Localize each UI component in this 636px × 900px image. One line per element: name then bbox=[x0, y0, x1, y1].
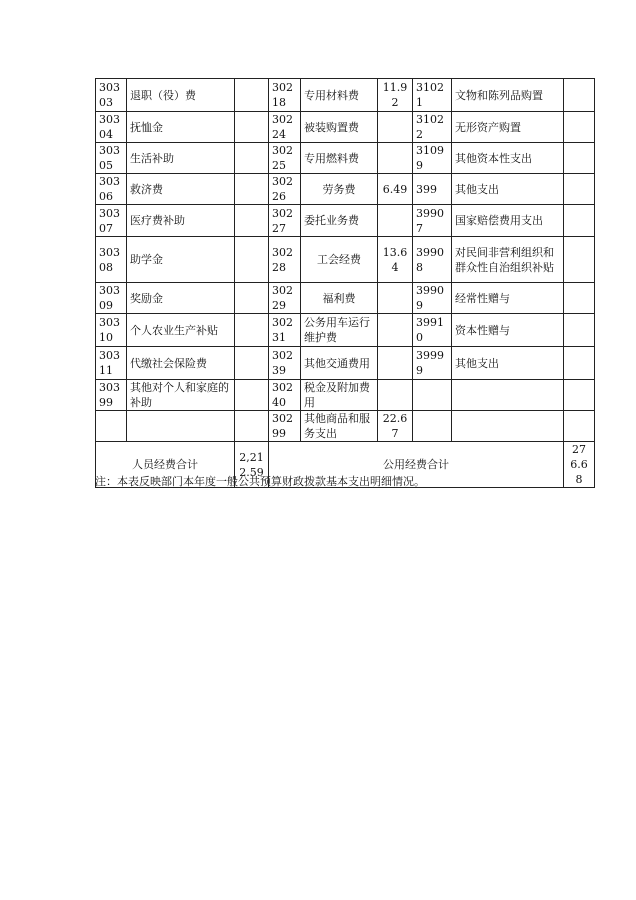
third-code-cell: 39909 bbox=[413, 283, 452, 314]
table-row bbox=[96, 347, 595, 380]
public-total-label: 公用经费合计 bbox=[269, 442, 564, 488]
second-code-cell: 30218 bbox=[269, 79, 301, 112]
third-amount-cell bbox=[564, 205, 595, 237]
third-amount-cell bbox=[564, 411, 595, 442]
first-code-cell bbox=[96, 411, 127, 442]
second-code-cell: 30240 bbox=[269, 380, 301, 411]
second-code-cell: 30239 bbox=[269, 347, 301, 380]
first-name-cell: 助学金 bbox=[127, 237, 235, 283]
second-code-cell: 30227 bbox=[269, 205, 301, 237]
first-amount-cell bbox=[235, 347, 269, 380]
third-amount-cell bbox=[564, 314, 595, 347]
second-code-cell: 30229 bbox=[269, 283, 301, 314]
first-name-cell: 其他对个人和家庭的补助 bbox=[127, 380, 235, 411]
second-amount-cell bbox=[378, 347, 413, 380]
second-amount-cell: 22.67 bbox=[378, 411, 413, 442]
first-name-cell bbox=[127, 411, 235, 442]
third-name-cell: 无形资产购置 bbox=[452, 112, 564, 143]
third-code-cell: 39910 bbox=[413, 314, 452, 347]
second-name-cell: 工会经费 bbox=[301, 237, 378, 283]
second-name-cell: 专用材料费 bbox=[301, 79, 378, 112]
third-amount-cell bbox=[564, 143, 595, 174]
second-amount-cell: 11.92 bbox=[378, 79, 413, 112]
first-name-cell: 医疗费补助 bbox=[127, 205, 235, 237]
table-row bbox=[96, 205, 595, 237]
second-amount-cell bbox=[378, 143, 413, 174]
first-amount-cell bbox=[235, 283, 269, 314]
first-name-cell: 救济费 bbox=[127, 174, 235, 205]
third-name-cell: 资本性赠与 bbox=[452, 314, 564, 347]
first-amount-cell bbox=[235, 143, 269, 174]
table-row bbox=[96, 174, 595, 205]
first-code-cell: 30308 bbox=[96, 237, 127, 283]
personnel-total-value: 2,212.59 bbox=[235, 442, 269, 488]
third-code-cell: 39999 bbox=[413, 347, 452, 380]
first-code-cell: 30306 bbox=[96, 174, 127, 205]
second-amount-cell bbox=[378, 205, 413, 237]
third-name-cell: 对民间非营利组织和群众性自治组织补贴 bbox=[452, 237, 564, 283]
table-row bbox=[96, 411, 595, 442]
first-code-cell: 30305 bbox=[96, 143, 127, 174]
third-code-cell bbox=[413, 411, 452, 442]
second-code-cell: 30228 bbox=[269, 237, 301, 283]
first-amount-cell bbox=[235, 314, 269, 347]
third-name-cell: 其他支出 bbox=[452, 347, 564, 380]
second-name-cell: 委托业务费 bbox=[301, 205, 378, 237]
third-code-cell: 31099 bbox=[413, 143, 452, 174]
first-name-cell: 代缴社会保险费 bbox=[127, 347, 235, 380]
second-code-cell: 30231 bbox=[269, 314, 301, 347]
expenditure-detail-table bbox=[95, 78, 595, 488]
second-name-cell: 税金及附加费用 bbox=[301, 380, 378, 411]
second-amount-cell bbox=[378, 314, 413, 347]
second-amount-cell: 13.64 bbox=[378, 237, 413, 283]
first-amount-cell bbox=[235, 380, 269, 411]
table-footnote: 注：本表反映部门本年度一般公共预算财政拨款基本支出明细情况。 bbox=[95, 475, 425, 488]
third-amount-cell bbox=[564, 380, 595, 411]
third-amount-cell bbox=[564, 174, 595, 205]
third-name-cell: 其他支出 bbox=[452, 174, 564, 205]
third-amount-cell bbox=[564, 237, 595, 283]
first-code-cell: 30307 bbox=[96, 205, 127, 237]
first-name-cell: 奖励金 bbox=[127, 283, 235, 314]
table-row bbox=[96, 79, 595, 112]
third-code-cell: 39908 bbox=[413, 237, 452, 283]
second-amount-cell bbox=[378, 112, 413, 143]
first-code-cell: 30399 bbox=[96, 380, 127, 411]
first-code-cell: 30303 bbox=[96, 79, 127, 112]
third-name-cell: 经常性赠与 bbox=[452, 283, 564, 314]
third-code-cell: 31022 bbox=[413, 112, 452, 143]
first-amount-cell bbox=[235, 411, 269, 442]
first-amount-cell bbox=[235, 79, 269, 112]
second-name-cell: 福利费 bbox=[301, 283, 378, 314]
third-amount-cell bbox=[564, 79, 595, 112]
third-name-cell: 文物和陈列品购置 bbox=[452, 79, 564, 112]
third-amount-cell bbox=[564, 347, 595, 380]
table-row bbox=[96, 314, 595, 347]
third-name-cell: 其他资本性支出 bbox=[452, 143, 564, 174]
third-code-cell: 31021 bbox=[413, 79, 452, 112]
table-body bbox=[96, 79, 595, 442]
third-code-cell: 399 bbox=[413, 174, 452, 205]
second-code-cell: 30226 bbox=[269, 174, 301, 205]
second-code-cell: 30224 bbox=[269, 112, 301, 143]
third-code-cell: 39907 bbox=[413, 205, 452, 237]
first-amount-cell bbox=[235, 237, 269, 283]
first-name-cell: 个人农业生产补贴 bbox=[127, 314, 235, 347]
third-code-cell bbox=[413, 380, 452, 411]
third-name-cell bbox=[452, 411, 564, 442]
table-row bbox=[96, 237, 595, 283]
third-name-cell bbox=[452, 380, 564, 411]
table-row bbox=[96, 283, 595, 314]
table-row bbox=[96, 112, 595, 143]
second-name-cell: 其他商品和服务支出 bbox=[301, 411, 378, 442]
second-code-cell: 30225 bbox=[269, 143, 301, 174]
first-code-cell: 30310 bbox=[96, 314, 127, 347]
second-amount-cell bbox=[378, 283, 413, 314]
public-total-value: 276.68 bbox=[564, 442, 595, 488]
second-amount-cell: 6.49 bbox=[378, 174, 413, 205]
first-amount-cell bbox=[235, 205, 269, 237]
third-amount-cell bbox=[564, 112, 595, 143]
first-name-cell: 生活补助 bbox=[127, 143, 235, 174]
first-code-cell: 30309 bbox=[96, 283, 127, 314]
second-name-cell: 其他交通费用 bbox=[301, 347, 378, 380]
first-code-cell: 30311 bbox=[96, 347, 127, 380]
first-amount-cell bbox=[235, 174, 269, 205]
personnel-total-label: 人员经费合计 bbox=[96, 442, 235, 488]
first-amount-cell bbox=[235, 112, 269, 143]
first-name-cell: 抚恤金 bbox=[127, 112, 235, 143]
second-name-cell: 劳务费 bbox=[301, 174, 378, 205]
second-code-cell: 30299 bbox=[269, 411, 301, 442]
table-row bbox=[96, 143, 595, 174]
third-name-cell: 国家赔偿费用支出 bbox=[452, 205, 564, 237]
first-code-cell: 30304 bbox=[96, 112, 127, 143]
second-name-cell: 被装购置费 bbox=[301, 112, 378, 143]
second-amount-cell bbox=[378, 380, 413, 411]
table-row bbox=[96, 380, 595, 411]
second-name-cell: 公务用车运行维护费 bbox=[301, 314, 378, 347]
third-amount-cell bbox=[564, 283, 595, 314]
first-name-cell: 退职（役）费 bbox=[127, 79, 235, 112]
second-name-cell: 专用燃料费 bbox=[301, 143, 378, 174]
